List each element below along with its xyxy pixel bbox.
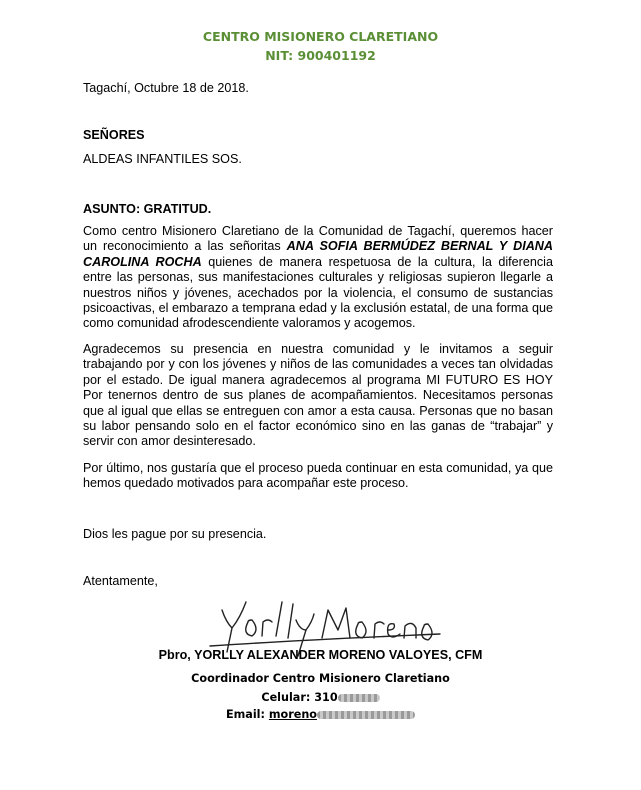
email-redaction — [317, 711, 415, 719]
organization-nit: NIT: 900401192 — [265, 48, 376, 63]
paragraph-1-intro: Como centro Misionero Claretiano de la Comunidad de Tagachí, queremos hacer un reconocimiento a las señoritas — [83, 224, 553, 254]
closing-thanks: Dios les pague por su presencia. — [83, 527, 267, 541]
phone-label: Celular: — [261, 691, 311, 704]
recipient: ALDEAS INFANTILES SOS. — [83, 152, 242, 166]
valediction: Atentamente, — [83, 574, 158, 588]
subject-line: ASUNTO: GRATITUD. — [83, 202, 212, 216]
honored-names: ANA SOFIA BERMÚDEZ BERNAL Y DIANA CAROLINA ROCHA — [83, 239, 553, 269]
organization-name: CENTRO MISIONERO CLARETIANO — [202, 29, 439, 44]
email-address: moreno — [268, 708, 317, 721]
email-label: Email: — [225, 708, 265, 721]
signer-title: Coordinador Centro Misionero Claretiano — [191, 672, 450, 685]
phone-line — [0, 691, 641, 704]
paragraph-1-rest: quienes de manera respetuosa de la cultura, la diferencia entre las personas, sus manifestaciones culturales y religiosas supieron llegarle a nuestros niños y jóvenes, acechados por la violencia, el consumo de sustancias psicoactivas, el embarazo a temprana edad y la exclusión estatal, de una forma que como comunidad afrodescendiente valoramos y acogemos. — [83, 254, 553, 331]
paragraph-3: Por último, nos gustaría que el proceso pueda continuar en esta comunidad, ya que hemos quedado motivados para acompañar este proceso. — [83, 461, 553, 491]
phone-number: 310 — [314, 691, 338, 704]
paragraph-2: Agradecemos su presencia en nuestra comunidad y le invitamos a seguir trabajando por y con los jóvenes y niños de las comunidades a veces tan olvidadas por el estado. De igual manera agradecemos al programa MI FUTURO ES HOY Por tenernos dentro de sus planes de acompañamientos. Necesitamos personas que al igual que ellas se entreguen con amor a esta causa. Personas que no basan su labor pensando solo en el factor económico sino en las ganas de “trabajar” y servir con amor desinteresado. — [83, 342, 553, 449]
place-date: Tagachí, Octubre 18 de 2018. — [83, 81, 249, 95]
signature-block — [0, 590, 641, 790]
signer-name: Pbro, YORLLY ALEXANDER MORENO VALOYES, CFM — [158, 648, 483, 662]
paragraph-1 — [83, 224, 553, 332]
email-line — [0, 708, 641, 721]
salutation: SEÑORES — [83, 128, 145, 142]
phone-redaction — [338, 694, 380, 702]
